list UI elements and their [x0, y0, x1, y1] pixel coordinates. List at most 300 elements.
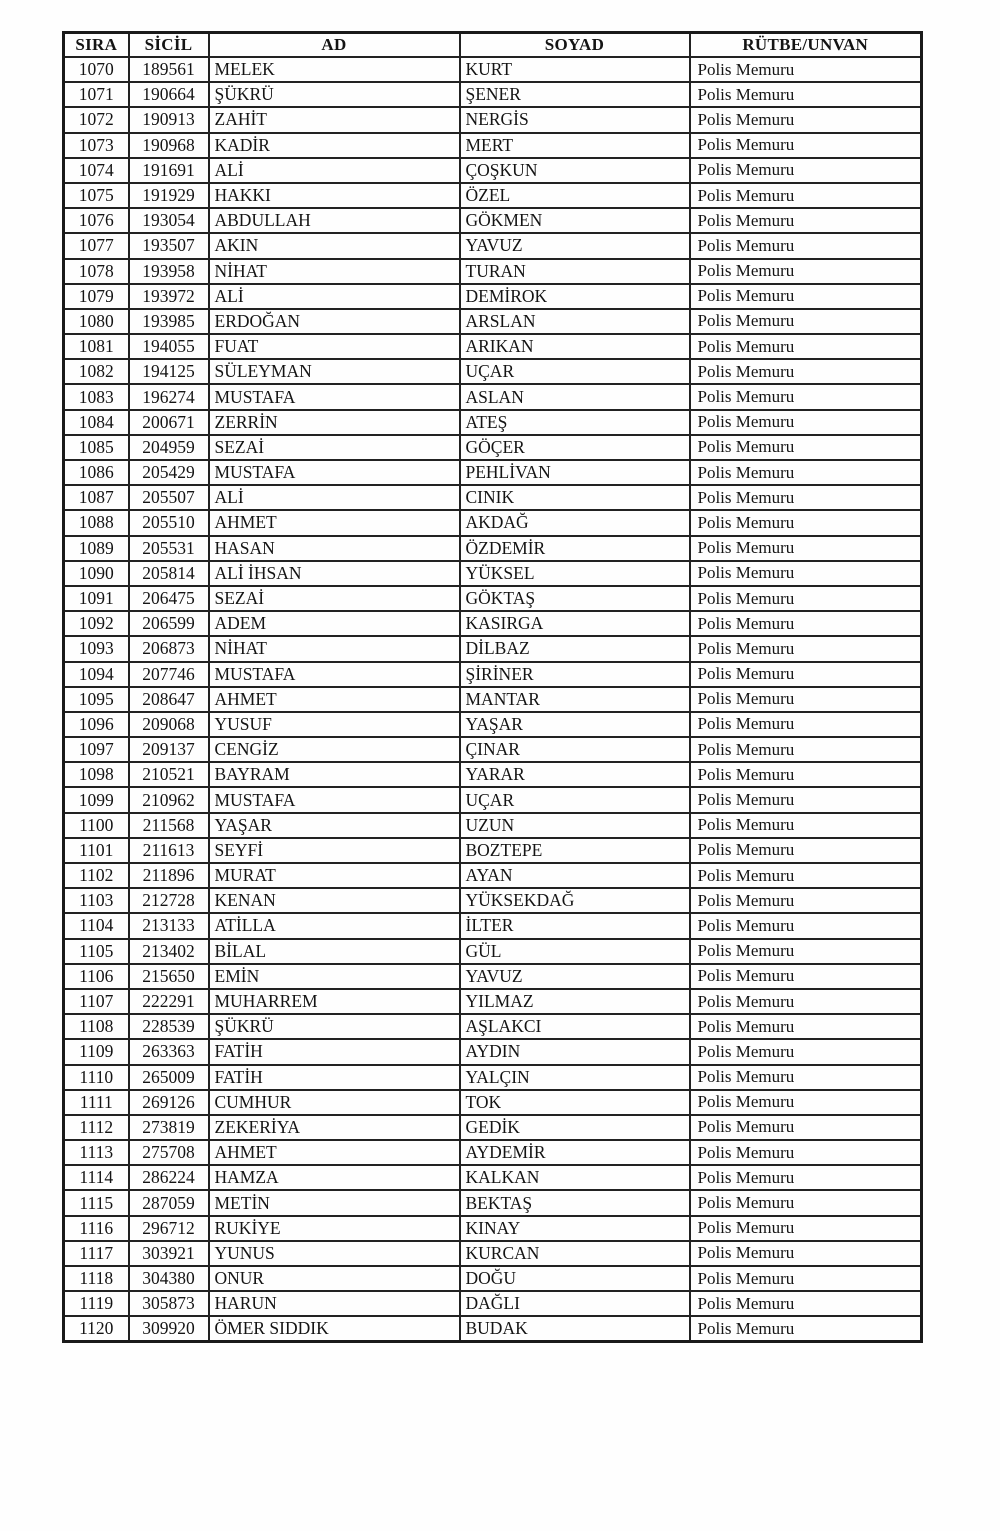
cell-ad: YUSUF [209, 712, 460, 737]
cell-sira: 1081 [64, 334, 129, 359]
cell-soyad: ŞENER [460, 82, 690, 107]
cell-soyad: UZUN [460, 813, 690, 838]
cell-sicil: 209068 [129, 712, 209, 737]
cell-sicil: 196274 [129, 384, 209, 409]
cell-ad: FUAT [209, 334, 460, 359]
cell-ad: ERDOĞAN [209, 309, 460, 334]
cell-ad: RUKİYE [209, 1216, 460, 1241]
cell-soyad: DAĞLI [460, 1291, 690, 1316]
cell-rutbe: Polis Memuru [690, 334, 922, 359]
cell-sicil: 303921 [129, 1241, 209, 1266]
cell-sicil: 305873 [129, 1291, 209, 1316]
table-row [64, 838, 922, 863]
table-body [64, 57, 922, 1342]
cell-sicil: 206599 [129, 611, 209, 636]
cell-rutbe: Polis Memuru [690, 460, 922, 485]
cell-sira: 1109 [64, 1039, 129, 1064]
cell-rutbe: Polis Memuru [690, 57, 922, 82]
cell-rutbe: Polis Memuru [690, 1190, 922, 1215]
cell-sira: 1087 [64, 485, 129, 510]
cell-soyad: BUDAK [460, 1316, 690, 1341]
cell-sira: 1106 [64, 964, 129, 989]
cell-soyad: GÖKTAŞ [460, 586, 690, 611]
cell-sira: 1111 [64, 1090, 129, 1115]
cell-soyad: AKDAĞ [460, 510, 690, 535]
cell-soyad: ARIKAN [460, 334, 690, 359]
table-header [64, 33, 922, 58]
cell-rutbe: Polis Memuru [690, 410, 922, 435]
cell-sira: 1100 [64, 813, 129, 838]
cell-sira: 1103 [64, 888, 129, 913]
cell-ad: ŞÜKRÜ [209, 1014, 460, 1039]
cell-sira: 1084 [64, 410, 129, 435]
cell-sicil: 228539 [129, 1014, 209, 1039]
cell-rutbe: Polis Memuru [690, 964, 922, 989]
cell-sicil: 309920 [129, 1316, 209, 1341]
cell-ad: ÖMER SIDDIK [209, 1316, 460, 1341]
cell-rutbe: Polis Memuru [690, 762, 922, 787]
table-row [64, 939, 922, 964]
table-row [64, 1039, 922, 1064]
cell-sira: 1082 [64, 359, 129, 384]
cell-sicil: 210521 [129, 762, 209, 787]
cell-rutbe: Polis Memuru [690, 233, 922, 258]
cell-sira: 1117 [64, 1241, 129, 1266]
cell-sira: 1071 [64, 82, 129, 107]
cell-sicil: 205531 [129, 536, 209, 561]
table-row [64, 687, 922, 712]
cell-ad: ALİ [209, 485, 460, 510]
cell-soyad: KINAY [460, 1216, 690, 1241]
cell-ad: HAMZA [209, 1165, 460, 1190]
cell-ad: NİHAT [209, 259, 460, 284]
table-row [64, 863, 922, 888]
table-row [64, 485, 922, 510]
cell-ad: YUNUS [209, 1241, 460, 1266]
cell-sira: 1120 [64, 1316, 129, 1341]
cell-ad: MELEK [209, 57, 460, 82]
cell-sicil: 193985 [129, 309, 209, 334]
cell-sira: 1118 [64, 1266, 129, 1291]
cell-ad: KENAN [209, 888, 460, 913]
cell-soyad: KALKAN [460, 1165, 690, 1190]
cell-rutbe: Polis Memuru [690, 989, 922, 1014]
cell-sira: 1079 [64, 284, 129, 309]
table-row [64, 611, 922, 636]
table-row [64, 183, 922, 208]
cell-rutbe: Polis Memuru [690, 183, 922, 208]
cell-sira: 1113 [64, 1140, 129, 1165]
table-row [64, 737, 922, 762]
cell-ad: ŞÜKRÜ [209, 82, 460, 107]
cell-ad: ONUR [209, 1266, 460, 1291]
cell-rutbe: Polis Memuru [690, 737, 922, 762]
cell-soyad: YAVUZ [460, 233, 690, 258]
cell-soyad: UÇAR [460, 787, 690, 812]
table-row [64, 359, 922, 384]
cell-ad: MUSTAFA [209, 460, 460, 485]
cell-sicil: 194055 [129, 334, 209, 359]
cell-ad: SEZAİ [209, 435, 460, 460]
table-row [64, 762, 922, 787]
table-row [64, 1190, 922, 1215]
table-row [64, 536, 922, 561]
table-row [64, 1090, 922, 1115]
cell-sicil: 208647 [129, 687, 209, 712]
cell-soyad: MANTAR [460, 687, 690, 712]
cell-rutbe: Polis Memuru [690, 1316, 922, 1341]
cell-soyad: ÖZDEMİR [460, 536, 690, 561]
personnel-table [62, 31, 923, 1343]
cell-soyad: NERGİS [460, 107, 690, 132]
cell-soyad: UÇAR [460, 359, 690, 384]
table-row [64, 964, 922, 989]
cell-rutbe: Polis Memuru [690, 939, 922, 964]
cell-sicil: 189561 [129, 57, 209, 82]
cell-rutbe: Polis Memuru [690, 133, 922, 158]
cell-sicil: 286224 [129, 1165, 209, 1190]
cell-soyad: YARAR [460, 762, 690, 787]
cell-rutbe: Polis Memuru [690, 1216, 922, 1241]
cell-rutbe: Polis Memuru [690, 208, 922, 233]
cell-sicil: 287059 [129, 1190, 209, 1215]
cell-rutbe: Polis Memuru [690, 510, 922, 535]
cell-sira: 1072 [64, 107, 129, 132]
cell-rutbe: Polis Memuru [690, 435, 922, 460]
cell-sira: 1086 [64, 460, 129, 485]
cell-ad: ADEM [209, 611, 460, 636]
cell-ad: SEYFİ [209, 838, 460, 863]
cell-sicil: 211613 [129, 838, 209, 863]
cell-soyad: YAŞAR [460, 712, 690, 737]
cell-sicil: 263363 [129, 1039, 209, 1064]
cell-rutbe: Polis Memuru [690, 636, 922, 661]
cell-rutbe: Polis Memuru [690, 813, 922, 838]
cell-rutbe: Polis Memuru [690, 1266, 922, 1291]
cell-sira: 1091 [64, 586, 129, 611]
cell-sicil: 190664 [129, 82, 209, 107]
cell-sira: 1076 [64, 208, 129, 233]
cell-sira: 1077 [64, 233, 129, 258]
cell-sicil: 193958 [129, 259, 209, 284]
cell-sicil: 193054 [129, 208, 209, 233]
cell-sicil: 190968 [129, 133, 209, 158]
table-row [64, 309, 922, 334]
table-row [64, 284, 922, 309]
cell-soyad: ATEŞ [460, 410, 690, 435]
cell-rutbe: Polis Memuru [690, 1165, 922, 1190]
cell-ad: SEZAİ [209, 586, 460, 611]
cell-sicil: 205814 [129, 561, 209, 586]
cell-sira: 1119 [64, 1291, 129, 1316]
table-row [64, 913, 922, 938]
cell-rutbe: Polis Memuru [690, 662, 922, 687]
cell-ad: BAYRAM [209, 762, 460, 787]
cell-ad: BİLAL [209, 939, 460, 964]
cell-sira: 1089 [64, 536, 129, 561]
cell-sira: 1102 [64, 863, 129, 888]
cell-soyad: YÜKSEL [460, 561, 690, 586]
cell-ad: CUMHUR [209, 1090, 460, 1115]
cell-sira: 1097 [64, 737, 129, 762]
cell-soyad: ÖZEL [460, 183, 690, 208]
cell-ad: HAKKI [209, 183, 460, 208]
table-row [64, 208, 922, 233]
cell-sicil: 275708 [129, 1140, 209, 1165]
column-header-ad: AD [209, 33, 460, 58]
cell-sicil: 193507 [129, 233, 209, 258]
table-row [64, 259, 922, 284]
cell-ad: ZEKERİYA [209, 1115, 460, 1140]
cell-sira: 1073 [64, 133, 129, 158]
cell-ad: METİN [209, 1190, 460, 1215]
table-row [64, 1266, 922, 1291]
cell-sicil: 212728 [129, 888, 209, 913]
cell-ad: HARUN [209, 1291, 460, 1316]
cell-sira: 1088 [64, 510, 129, 535]
cell-rutbe: Polis Memuru [690, 1140, 922, 1165]
table-row [64, 1216, 922, 1241]
cell-sira: 1115 [64, 1190, 129, 1215]
cell-ad: ATİLLA [209, 913, 460, 938]
cell-ad: AKIN [209, 233, 460, 258]
cell-sira: 1099 [64, 787, 129, 812]
cell-sira: 1093 [64, 636, 129, 661]
column-header-rutbe: RÜTBE/UNVAN [690, 33, 922, 58]
cell-sicil: 191929 [129, 183, 209, 208]
table-row [64, 107, 922, 132]
cell-rutbe: Polis Memuru [690, 1115, 922, 1140]
cell-soyad: DEMİROK [460, 284, 690, 309]
cell-soyad: İLTER [460, 913, 690, 938]
cell-rutbe: Polis Memuru [690, 888, 922, 913]
cell-sicil: 304380 [129, 1266, 209, 1291]
cell-rutbe: Polis Memuru [690, 687, 922, 712]
table-row [64, 233, 922, 258]
cell-soyad: KURCAN [460, 1241, 690, 1266]
cell-sicil: 213402 [129, 939, 209, 964]
table-row [64, 1065, 922, 1090]
cell-sira: 1108 [64, 1014, 129, 1039]
cell-rutbe: Polis Memuru [690, 82, 922, 107]
table-row [64, 435, 922, 460]
cell-ad: ALİ [209, 158, 460, 183]
cell-ad: FATİH [209, 1065, 460, 1090]
table-row [64, 510, 922, 535]
cell-soyad: MERT [460, 133, 690, 158]
cell-ad: MUSTAFA [209, 384, 460, 409]
cell-soyad: DOĞU [460, 1266, 690, 1291]
cell-rutbe: Polis Memuru [690, 359, 922, 384]
cell-soyad: ÇINAR [460, 737, 690, 762]
column-header-sicil: SİCİL [129, 33, 209, 58]
cell-sira: 1105 [64, 939, 129, 964]
cell-soyad: KASIRGA [460, 611, 690, 636]
cell-rutbe: Polis Memuru [690, 611, 922, 636]
cell-ad: AHMET [209, 687, 460, 712]
table-row [64, 1115, 922, 1140]
cell-sira: 1096 [64, 712, 129, 737]
cell-rutbe: Polis Memuru [690, 586, 922, 611]
cell-soyad: YÜKSEKDAĞ [460, 888, 690, 913]
cell-sicil: 204959 [129, 435, 209, 460]
cell-ad: ZERRİN [209, 410, 460, 435]
cell-sicil: 211568 [129, 813, 209, 838]
cell-soyad: BEKTAŞ [460, 1190, 690, 1215]
cell-sira: 1080 [64, 309, 129, 334]
cell-rutbe: Polis Memuru [690, 536, 922, 561]
cell-sira: 1090 [64, 561, 129, 586]
table-row [64, 561, 922, 586]
cell-soyad: GÜL [460, 939, 690, 964]
cell-sira: 1094 [64, 662, 129, 687]
cell-sicil: 210962 [129, 787, 209, 812]
table-row [64, 662, 922, 687]
cell-ad: ALİ İHSAN [209, 561, 460, 586]
table-row [64, 787, 922, 812]
cell-rutbe: Polis Memuru [690, 485, 922, 510]
cell-soyad: YALÇIN [460, 1065, 690, 1090]
cell-rutbe: Polis Memuru [690, 561, 922, 586]
cell-soyad: BOZTEPE [460, 838, 690, 863]
cell-ad: AHMET [209, 1140, 460, 1165]
cell-sicil: 265009 [129, 1065, 209, 1090]
cell-rutbe: Polis Memuru [690, 712, 922, 737]
cell-sira: 1075 [64, 183, 129, 208]
cell-rutbe: Polis Memuru [690, 309, 922, 334]
cell-ad: YAŞAR [209, 813, 460, 838]
cell-sicil: 190913 [129, 107, 209, 132]
cell-sicil: 213133 [129, 913, 209, 938]
column-header-soyad: SOYAD [460, 33, 690, 58]
table-row [64, 133, 922, 158]
table-row [64, 384, 922, 409]
cell-soyad: DİLBAZ [460, 636, 690, 661]
cell-sicil: 222291 [129, 989, 209, 1014]
cell-sira: 1085 [64, 435, 129, 460]
cell-soyad: GEDİK [460, 1115, 690, 1140]
cell-soyad: GÖÇER [460, 435, 690, 460]
cell-rutbe: Polis Memuru [690, 1014, 922, 1039]
cell-sicil: 205507 [129, 485, 209, 510]
table-row [64, 712, 922, 737]
table-row [64, 158, 922, 183]
cell-sicil: 193972 [129, 284, 209, 309]
cell-sira: 1112 [64, 1115, 129, 1140]
table-row [64, 1014, 922, 1039]
table-row [64, 1291, 922, 1316]
cell-ad: EMİN [209, 964, 460, 989]
cell-ad: MUSTAFA [209, 787, 460, 812]
cell-sicil: 211896 [129, 863, 209, 888]
table-row [64, 460, 922, 485]
cell-ad: MUSTAFA [209, 662, 460, 687]
cell-rutbe: Polis Memuru [690, 259, 922, 284]
cell-sira: 1070 [64, 57, 129, 82]
table-row [64, 1316, 922, 1341]
table-row [64, 636, 922, 661]
cell-sira: 1114 [64, 1165, 129, 1190]
cell-sicil: 205429 [129, 460, 209, 485]
cell-sicil: 273819 [129, 1115, 209, 1140]
table-row [64, 82, 922, 107]
cell-sicil: 207746 [129, 662, 209, 687]
table-row [64, 586, 922, 611]
cell-ad: HASAN [209, 536, 460, 561]
cell-ad: AHMET [209, 510, 460, 535]
cell-soyad: KURT [460, 57, 690, 82]
cell-sicil: 215650 [129, 964, 209, 989]
cell-soyad: CINIK [460, 485, 690, 510]
table-row [64, 1165, 922, 1190]
cell-sicil: 296712 [129, 1216, 209, 1241]
cell-ad: NİHAT [209, 636, 460, 661]
cell-soyad: PEHLİVAN [460, 460, 690, 485]
cell-sicil: 205510 [129, 510, 209, 535]
cell-ad: CENGİZ [209, 737, 460, 762]
cell-rutbe: Polis Memuru [690, 913, 922, 938]
table-row [64, 57, 922, 82]
cell-rutbe: Polis Memuru [690, 1065, 922, 1090]
table-row [64, 813, 922, 838]
cell-sira: 1078 [64, 259, 129, 284]
cell-sira: 1104 [64, 913, 129, 938]
cell-sicil: 269126 [129, 1090, 209, 1115]
cell-rutbe: Polis Memuru [690, 284, 922, 309]
cell-ad: KADİR [209, 133, 460, 158]
cell-sira: 1107 [64, 989, 129, 1014]
cell-ad: ALİ [209, 284, 460, 309]
cell-sicil: 206873 [129, 636, 209, 661]
cell-soyad: AYDEMİR [460, 1140, 690, 1165]
table-row [64, 888, 922, 913]
cell-rutbe: Polis Memuru [690, 787, 922, 812]
cell-soyad: YAVUZ [460, 964, 690, 989]
cell-rutbe: Polis Memuru [690, 1241, 922, 1266]
cell-soyad: TOK [460, 1090, 690, 1115]
cell-sicil: 209137 [129, 737, 209, 762]
table-row [64, 1140, 922, 1165]
cell-rutbe: Polis Memuru [690, 1291, 922, 1316]
cell-soyad: AYDIN [460, 1039, 690, 1064]
cell-sicil: 194125 [129, 359, 209, 384]
cell-rutbe: Polis Memuru [690, 384, 922, 409]
cell-rutbe: Polis Memuru [690, 863, 922, 888]
cell-sira: 1110 [64, 1065, 129, 1090]
cell-soyad: AYAN [460, 863, 690, 888]
cell-rutbe: Polis Memuru [690, 158, 922, 183]
table-row [64, 1241, 922, 1266]
cell-sira: 1095 [64, 687, 129, 712]
header-row [64, 33, 922, 58]
cell-soyad: ÇOŞKUN [460, 158, 690, 183]
cell-sira: 1092 [64, 611, 129, 636]
cell-sicil: 191691 [129, 158, 209, 183]
table-row [64, 989, 922, 1014]
cell-soyad: ŞİRİNER [460, 662, 690, 687]
cell-ad: FATİH [209, 1039, 460, 1064]
cell-ad: ZAHİT [209, 107, 460, 132]
cell-soyad: ARSLAN [460, 309, 690, 334]
cell-ad: MURAT [209, 863, 460, 888]
cell-sicil: 206475 [129, 586, 209, 611]
cell-rutbe: Polis Memuru [690, 1039, 922, 1064]
cell-rutbe: Polis Memuru [690, 107, 922, 132]
column-header-sira: SIRA [64, 33, 129, 58]
cell-sicil: 200671 [129, 410, 209, 435]
cell-ad: SÜLEYMAN [209, 359, 460, 384]
cell-soyad: YILMAZ [460, 989, 690, 1014]
